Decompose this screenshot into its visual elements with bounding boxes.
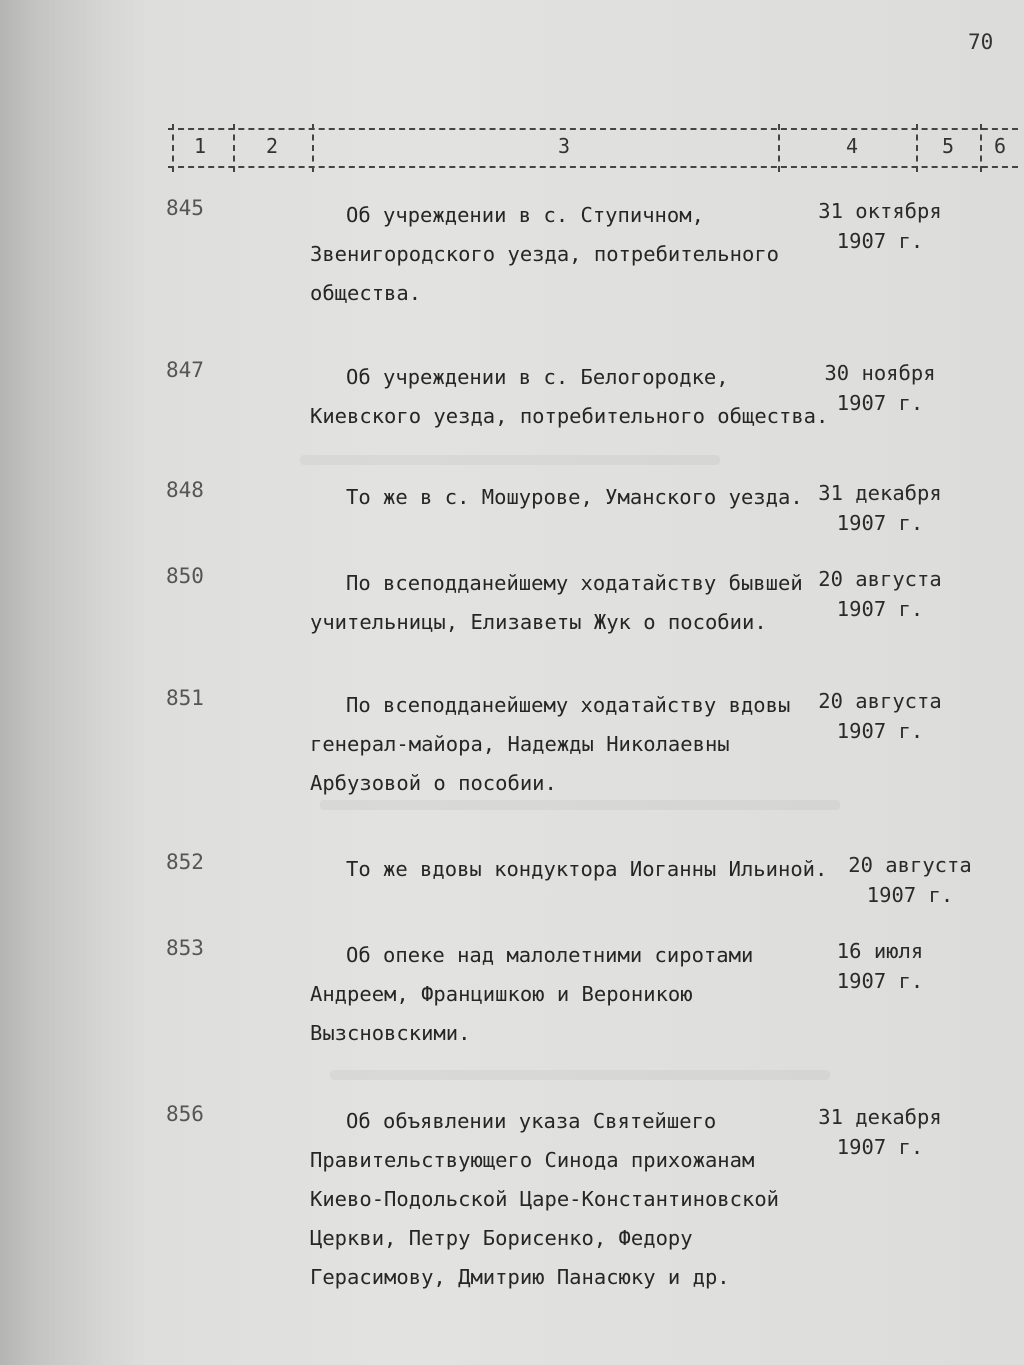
record-description: То же вдовы кондуктора Иоганны Ильиной.: [346, 857, 828, 881]
column-separator: [778, 124, 780, 172]
record-date: [800, 564, 960, 624]
record-date: [800, 686, 960, 746]
record-number: 853: [166, 936, 204, 960]
binding-shadow: [0, 0, 150, 1365]
record-number: 845: [166, 196, 204, 220]
record-date-year: 1907 г.: [866, 883, 954, 907]
column-number: 4: [846, 134, 859, 158]
record-number: 856: [166, 1102, 204, 1126]
record-date-day-month: 20 августа: [818, 567, 942, 591]
record-date: [800, 196, 960, 256]
record-date-year: 1907 г.: [836, 229, 924, 253]
column-number: 3: [558, 134, 571, 158]
column-separator: [980, 124, 982, 172]
record-date-day-month: 20 августа: [848, 853, 972, 877]
record-number: 851: [166, 686, 204, 710]
record-date-day-month: 31 декабря: [818, 1105, 942, 1129]
column-number: 5: [942, 134, 955, 158]
record-date-year: 1907 г.: [836, 1135, 924, 1159]
column-header-row: [168, 124, 1018, 172]
record-description: То же в с. Мошурове, Уманского уезда.: [346, 485, 803, 509]
bleed-through-mark: [300, 455, 720, 465]
record-date-day-month: 31 октября: [818, 199, 942, 223]
column-separator: [312, 124, 314, 172]
record-date: [830, 850, 990, 910]
record-date-year: 1907 г.: [836, 969, 924, 993]
record-description: Об опеке над малолетними сиротами Андреем, Францишкою и Вероникою Вызсновскими.: [310, 943, 754, 1045]
record-description: По всеподданейшему ходатайству вдовы генерал-майора, Надежды Николаевны Арбузовой о пособии.: [310, 693, 791, 795]
record-date-day-month: 16 июля: [836, 939, 924, 963]
record-date-year: 1907 г.: [836, 597, 924, 621]
column-number: 1: [194, 134, 207, 158]
column-number: 6: [994, 134, 1007, 158]
record-description: Об учреждении в с. Ступичном, Звенигородского уезда, потребительного общества.: [310, 203, 779, 305]
record-number: 848: [166, 478, 204, 502]
record-date: [800, 936, 960, 996]
record-date: [800, 478, 960, 538]
record-date-year: 1907 г.: [836, 719, 924, 743]
record-number: 850: [166, 564, 204, 588]
header-bottom-line: [168, 166, 1018, 168]
page-number: 70: [968, 30, 994, 54]
column-separator: [233, 124, 235, 172]
record-date-day-month: 30 ноября: [824, 361, 936, 385]
record-date-year: 1907 г.: [836, 391, 924, 415]
record-date-year: 1907 г.: [836, 511, 924, 535]
column-number: 2: [266, 134, 279, 158]
header-top-line: [168, 128, 1018, 130]
record-number: 852: [166, 850, 204, 874]
record-description: По всеподданейшему ходатайству бывшей учительницы, Елизаветы Жук о пособии.: [310, 571, 803, 634]
bleed-through-mark: [330, 1070, 830, 1080]
record-date: [800, 358, 960, 418]
record-date: [800, 1102, 960, 1162]
record-description: Об учреждении в с. Белогородке, Киевского уезда, потребительного общества.: [310, 365, 829, 428]
record-description: Об объявлении указа Святейшего Правительствующего Синода прихожанам Киево-Подольской Царе-Константиновской Церкви, Петру Борисенко, Федору Герасимову, Дмитрию Панасюку и др.: [310, 1109, 779, 1289]
record-date-day-month: 20 августа: [818, 689, 942, 713]
column-separator: [916, 124, 918, 172]
record-number: 847: [166, 358, 204, 382]
column-separator: [172, 124, 174, 172]
record-date-day-month: 31 декабря: [818, 481, 942, 505]
